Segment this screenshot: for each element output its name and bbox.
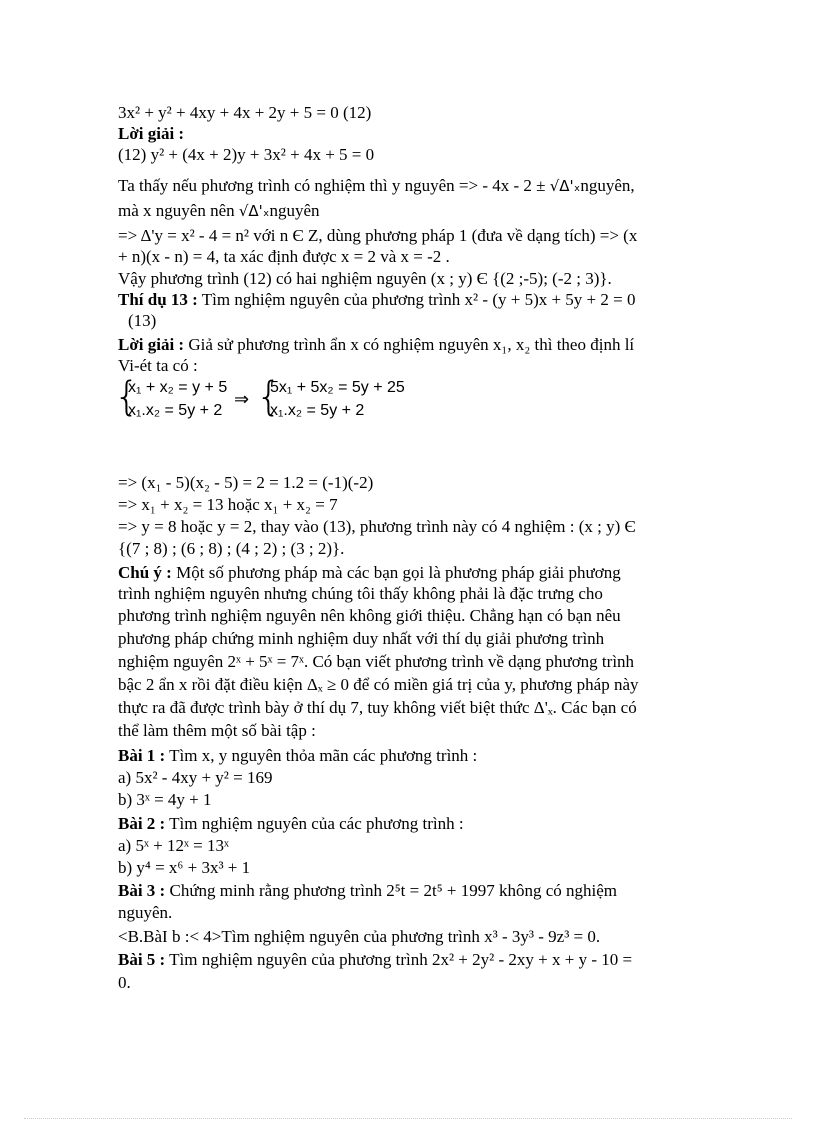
paragraph-line: => x₁ + x₂ = 13 hoặc x₁ + x₂ = 7 (118, 495, 338, 514)
equation-number: (13) (128, 311, 157, 330)
exercise-1a: a) 5x² - 4xy + y² = 169 (118, 768, 273, 787)
implies-arrow: ⇒ (234, 389, 250, 409)
paragraph-line: + n)(x - n) = 4, ta xác định được x = 2 và x = -2 . (118, 247, 450, 266)
sqrt-delta-symbol: √Δ'ₓ (549, 177, 581, 195)
solution-heading-2: Lời giải : Giả sử phương trình ẩn x có nghiệm nguyên x₁, x₂ thì theo định lí (118, 335, 635, 354)
paragraph-line: bậc 2 ẩn x rồi đặt điều kiện Δₓ ≥ 0 để có miền giá trị của y, phương pháp này (118, 675, 639, 694)
paragraph-line: => Δ'y = x² - 4 = n² với n Є Z, dùng phương pháp 1 (đưa về dạng tích) => (x (118, 226, 638, 245)
exercise-2b: b) y⁴ = x⁶ + 3x³ + 1 (118, 858, 251, 877)
sqrt-delta-symbol: √Δ'ₓ (238, 202, 270, 220)
paragraph-line: mà x nguyên nên √Δ'ₓnguyên (118, 201, 320, 220)
left-brace: { (114, 374, 140, 420)
vieta-system (114, 374, 438, 425)
paragraph-line: nghiệm nguyên 2ˣ + 5ˣ = 7ˣ. Có bạn viết phương trình về dạng phương trình (118, 652, 635, 671)
exercise-1: Bài 1 : Tìm x, y nguyên thỏa mãn các phương trình : (118, 746, 478, 765)
paragraph-line: thể làm thêm một số bài tập : (118, 721, 316, 740)
system-2-row-2: x₁.x₂ = 5y + 2 (270, 402, 365, 419)
system-1-row-1: x₁ + x₂ = y + 5 (128, 379, 228, 396)
paragraph-line: trình nghiệm nguyên nhưng chúng tôi thấy không phải là đặc trưng cho (118, 584, 603, 603)
exercise-5: Bài 5 : Tìm nghiệm nguyên của phương trình 2x² + 2y² - 2xy + x + y - 10 = (118, 950, 633, 969)
system-2-row-1: 5x₁ + 5x₂ = 5y + 25 (270, 379, 405, 396)
paragraph-line: => (x₁ - 5)(x₂ - 5) = 2 = 1.2 = (-1)(-2) (118, 473, 374, 492)
page-bottom-rule (24, 1118, 792, 1119)
paragraph-line: thực ra đã được trình bày ở thí dụ 7, tuy không viết biệt thức Δ'ₓ. Các bạn có (118, 698, 637, 717)
note-heading: Chú ý : Một số phương pháp mà các bạn gọi là phương pháp giải phương (118, 563, 621, 582)
equation-12: 3x² + y² + 4xy + 4x + 2y + 5 = 0 (12) (118, 103, 372, 122)
paragraph-line: phương pháp chứng minh nghiệm duy nhất với thí dụ giải phương trình (118, 629, 605, 648)
paragraph-line: Vi-ét ta có : (118, 356, 198, 375)
paragraph-line: {(7 ; 8) ; (6 ; 8) ; (4 ; 2) ; (3 ; 2)}. (118, 539, 345, 558)
paragraph-line: Vậy phương trình (12) có hai nghiệm nguyên (x ; y) Є {(2 ;-5); (-2 ; 3)}. (118, 269, 612, 288)
paragraph-line: phương trình nghiệm nguyên nên không giới thiệu. Chẳng hạn có bạn nêu (118, 606, 621, 625)
exercise-3-cont: nguyên. (118, 903, 173, 922)
exercise-4: <B.BàI b :< 4>Tìm nghiệm nguyên của phương trình x³ - 3y³ - 9z³ = 0. (118, 927, 601, 946)
left-brace: { (256, 374, 282, 420)
example-13-heading: Thí dụ 13 : Tìm nghiệm nguyên của phương trình x² - (y + 5)x + 5y + 2 = 0 (118, 290, 636, 309)
exercise-2a: a) 5ˣ + 12ˣ = 13ˣ (118, 836, 229, 855)
exercise-2: Bài 2 : Tìm nghiệm nguyên của các phương trình : (118, 814, 464, 833)
equation-12-rewritten: (12) y² + (4x + 2)y + 3x² + 4x + 5 = 0 (118, 145, 375, 164)
paragraph-line: Ta thấy nếu phương trình có nghiệm thì y nguyên => - 4x - 2 ± √Δ'ₓnguyên, (118, 176, 635, 195)
solution-heading-1: Lời giải : (118, 124, 185, 143)
exercise-3: Bài 3 : Chứng minh rằng phương trình 2⁵t = 2t⁵ + 1997 không có nghiệm (118, 881, 618, 900)
exercise-1b: b) 3ˣ = 4y + 1 (118, 790, 212, 809)
paragraph-line: => y = 8 hoặc y = 2, thay vào (13), phương trình này có 4 nghiệm : (x ; y) Є (118, 517, 636, 536)
system-1-row-2: x₁.x₂ = 5y + 2 (128, 402, 223, 419)
exercise-5-cont: 0. (118, 973, 131, 992)
